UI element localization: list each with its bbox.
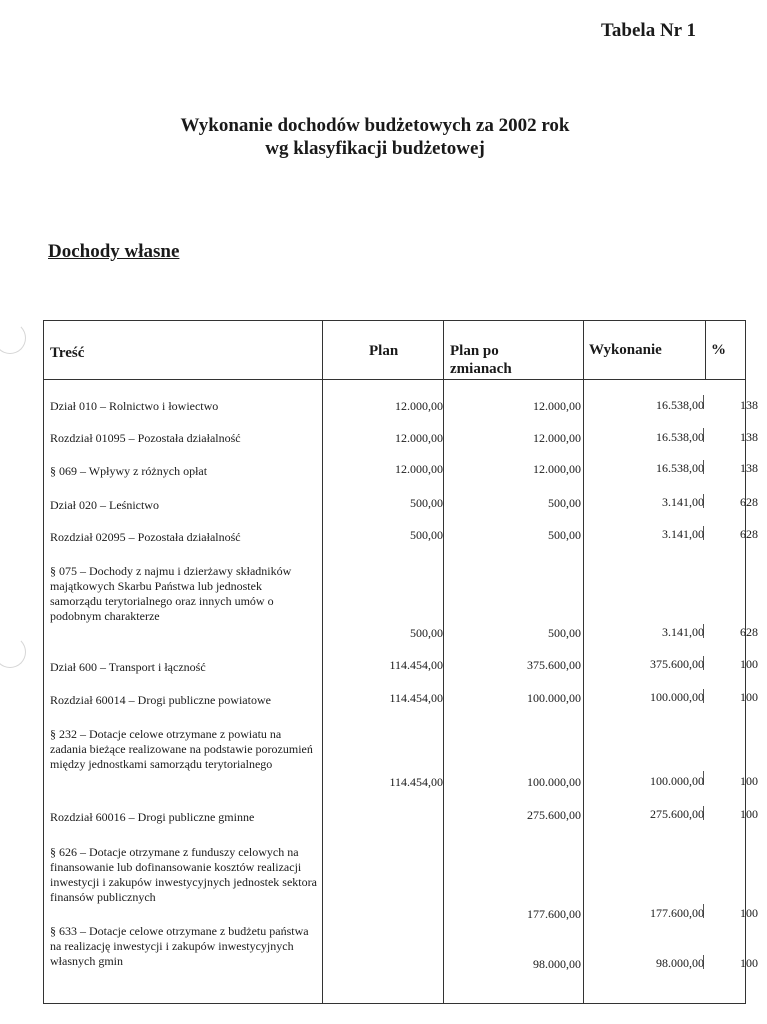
table-row-plan: 12.000,00 [395, 399, 443, 413]
table-row-tresc: § 633 – Dotacje celowe otrzymane z budżetu państwa na realizację inwestycji i zakupów inwestycyjnych własnych gmin [50, 924, 309, 968]
title-line-1: Wykonanie dochodów budżetowych za 2002 rok [180, 115, 570, 136]
table-row-plan-po-zmianach: 98.000,00 [533, 957, 581, 971]
table-row-plan-po-zmianach: 100.000,00 [527, 775, 581, 789]
table-row-procent: 138 [740, 398, 758, 412]
table-row-plan: 500,00 [410, 528, 443, 542]
table-row-plan: 114.454,00 [389, 775, 443, 789]
table-row-procent: 628 [740, 495, 758, 509]
table-row-wykonanie: 16.538,00 [656, 430, 704, 444]
column-divider [583, 320, 584, 1004]
table-row-plan-po-zmianach: 12.000,00 [533, 462, 581, 476]
punch-hole-mark [0, 322, 26, 354]
table-row-tresc: § 626 – Dotacje otrzymane z funduszy celowych na finansowanie lub dofinansowanie kosztów realizacji inwestycji i zakupów inwestycyjnych jednostek sektora finansów publicznych [50, 845, 317, 904]
table-row-plan-po-zmianach: 500,00 [548, 626, 581, 640]
table-row-tresc: Dział 010 – Rolnictwo i łowiectwo [50, 399, 219, 413]
table-row-procent: 138 [740, 430, 758, 444]
table-row-wykonanie: 100.000,00 [650, 690, 704, 704]
table-row-procent: 100 [740, 956, 758, 970]
page-title [0, 114, 750, 160]
table-row-procent: 100 [740, 807, 758, 821]
table-row-tresc: § 075 – Dochody z najmu i dzierżawy składników majątkowych Skarbu Państwa lub jednostek samorządu terytorialnego oraz innych umów o podobnym charakterze [50, 564, 292, 623]
table-row-plan-po-zmianach: 500,00 [548, 528, 581, 542]
table-row-wykonanie: 3.141,00 [662, 495, 704, 509]
table-row-tresc: Dział 020 – Leśnictwo [50, 498, 159, 512]
table-row-plan-po-zmianach: 275.600,00 [527, 808, 581, 822]
table-row-plan-po-zmianach: 100.000,00 [527, 691, 581, 705]
table-row-wykonanie: 3.141,00 [662, 527, 704, 541]
punch-hole-mark [0, 636, 26, 668]
table-row-plan: 500,00 [410, 496, 443, 510]
table-row-tresc: Rozdział 60014 – Drogi publiczne powiatowe [50, 693, 271, 707]
column-header-procent: % [711, 342, 726, 358]
table-row-procent: 628 [740, 625, 758, 639]
table-row-wykonanie: 275.600,00 [650, 807, 704, 821]
table-row-plan: 500,00 [410, 626, 443, 640]
table-row-wykonanie: 3.141,00 [662, 625, 704, 639]
table-row-procent: 100 [740, 657, 758, 671]
section-title: Dochody własne [48, 241, 180, 262]
table-row-procent: 100 [740, 774, 758, 788]
column-header-wykonanie: Wykonanie [589, 342, 662, 358]
title-line-2: wg klasyfikacji budżetowej [265, 138, 485, 159]
table-row-wykonanie: 16.538,00 [656, 461, 704, 475]
table-row-wykonanie: 16.538,00 [656, 398, 704, 412]
table-row-tresc: Rozdział 60016 – Drogi publiczne gminne [50, 810, 255, 824]
table-row-plan: 114.454,00 [389, 691, 443, 705]
column-header-plan: Plan [369, 343, 399, 359]
table-row-wykonanie: 375.600,00 [650, 657, 704, 671]
table-row-procent: 100 [740, 690, 758, 704]
table-row-plan: 12.000,00 [395, 462, 443, 476]
header-divider [43, 379, 746, 380]
table-row-wykonanie: 177.600,00 [650, 906, 704, 920]
table-row-procent: 628 [740, 527, 758, 541]
table-row-tresc: § 069 – Wpływy z różnych opłat [50, 464, 208, 478]
table-row-tresc: Rozdział 02095 – Pozostała działalność [50, 530, 241, 544]
table-row-plan: 12.000,00 [395, 431, 443, 445]
table-row-plan-po-zmianach: 375.600,00 [527, 658, 581, 672]
table-row-procent: 138 [740, 461, 758, 475]
table-row-plan-po-zmianach: 177.600,00 [527, 907, 581, 921]
table-row-tresc: Rozdział 01095 – Pozostała działalność [50, 431, 241, 445]
table-row-wykonanie: 100.000,00 [650, 774, 704, 788]
table-row-plan-po-zmianach: 12.000,00 [533, 399, 581, 413]
table-row-procent: 100 [740, 906, 758, 920]
table-row-plan-po-zmianach: 500,00 [548, 496, 581, 510]
table-row-wykonanie: 98.000,00 [656, 956, 704, 970]
table-row-plan: 114.454,00 [389, 658, 443, 672]
table-number: Tabela Nr 1 [601, 20, 697, 41]
column-header-tresc: Treść [50, 345, 85, 361]
table-row-tresc: § 232 – Dotacje celowe otrzymane z powiatu na zadania bieżące realizowane na podstawie porozumień między jednostkami samorządu terytorialnego [50, 727, 313, 771]
table-row-plan-po-zmianach: 12.000,00 [533, 431, 581, 445]
column-divider [705, 320, 706, 379]
table-row-tresc: Dział 600 – Transport i łączność [50, 660, 206, 674]
column-divider [322, 320, 323, 1004]
column-divider [443, 320, 444, 1004]
column-header-plan-po-zmianach: Plan po zmianach [450, 343, 512, 377]
